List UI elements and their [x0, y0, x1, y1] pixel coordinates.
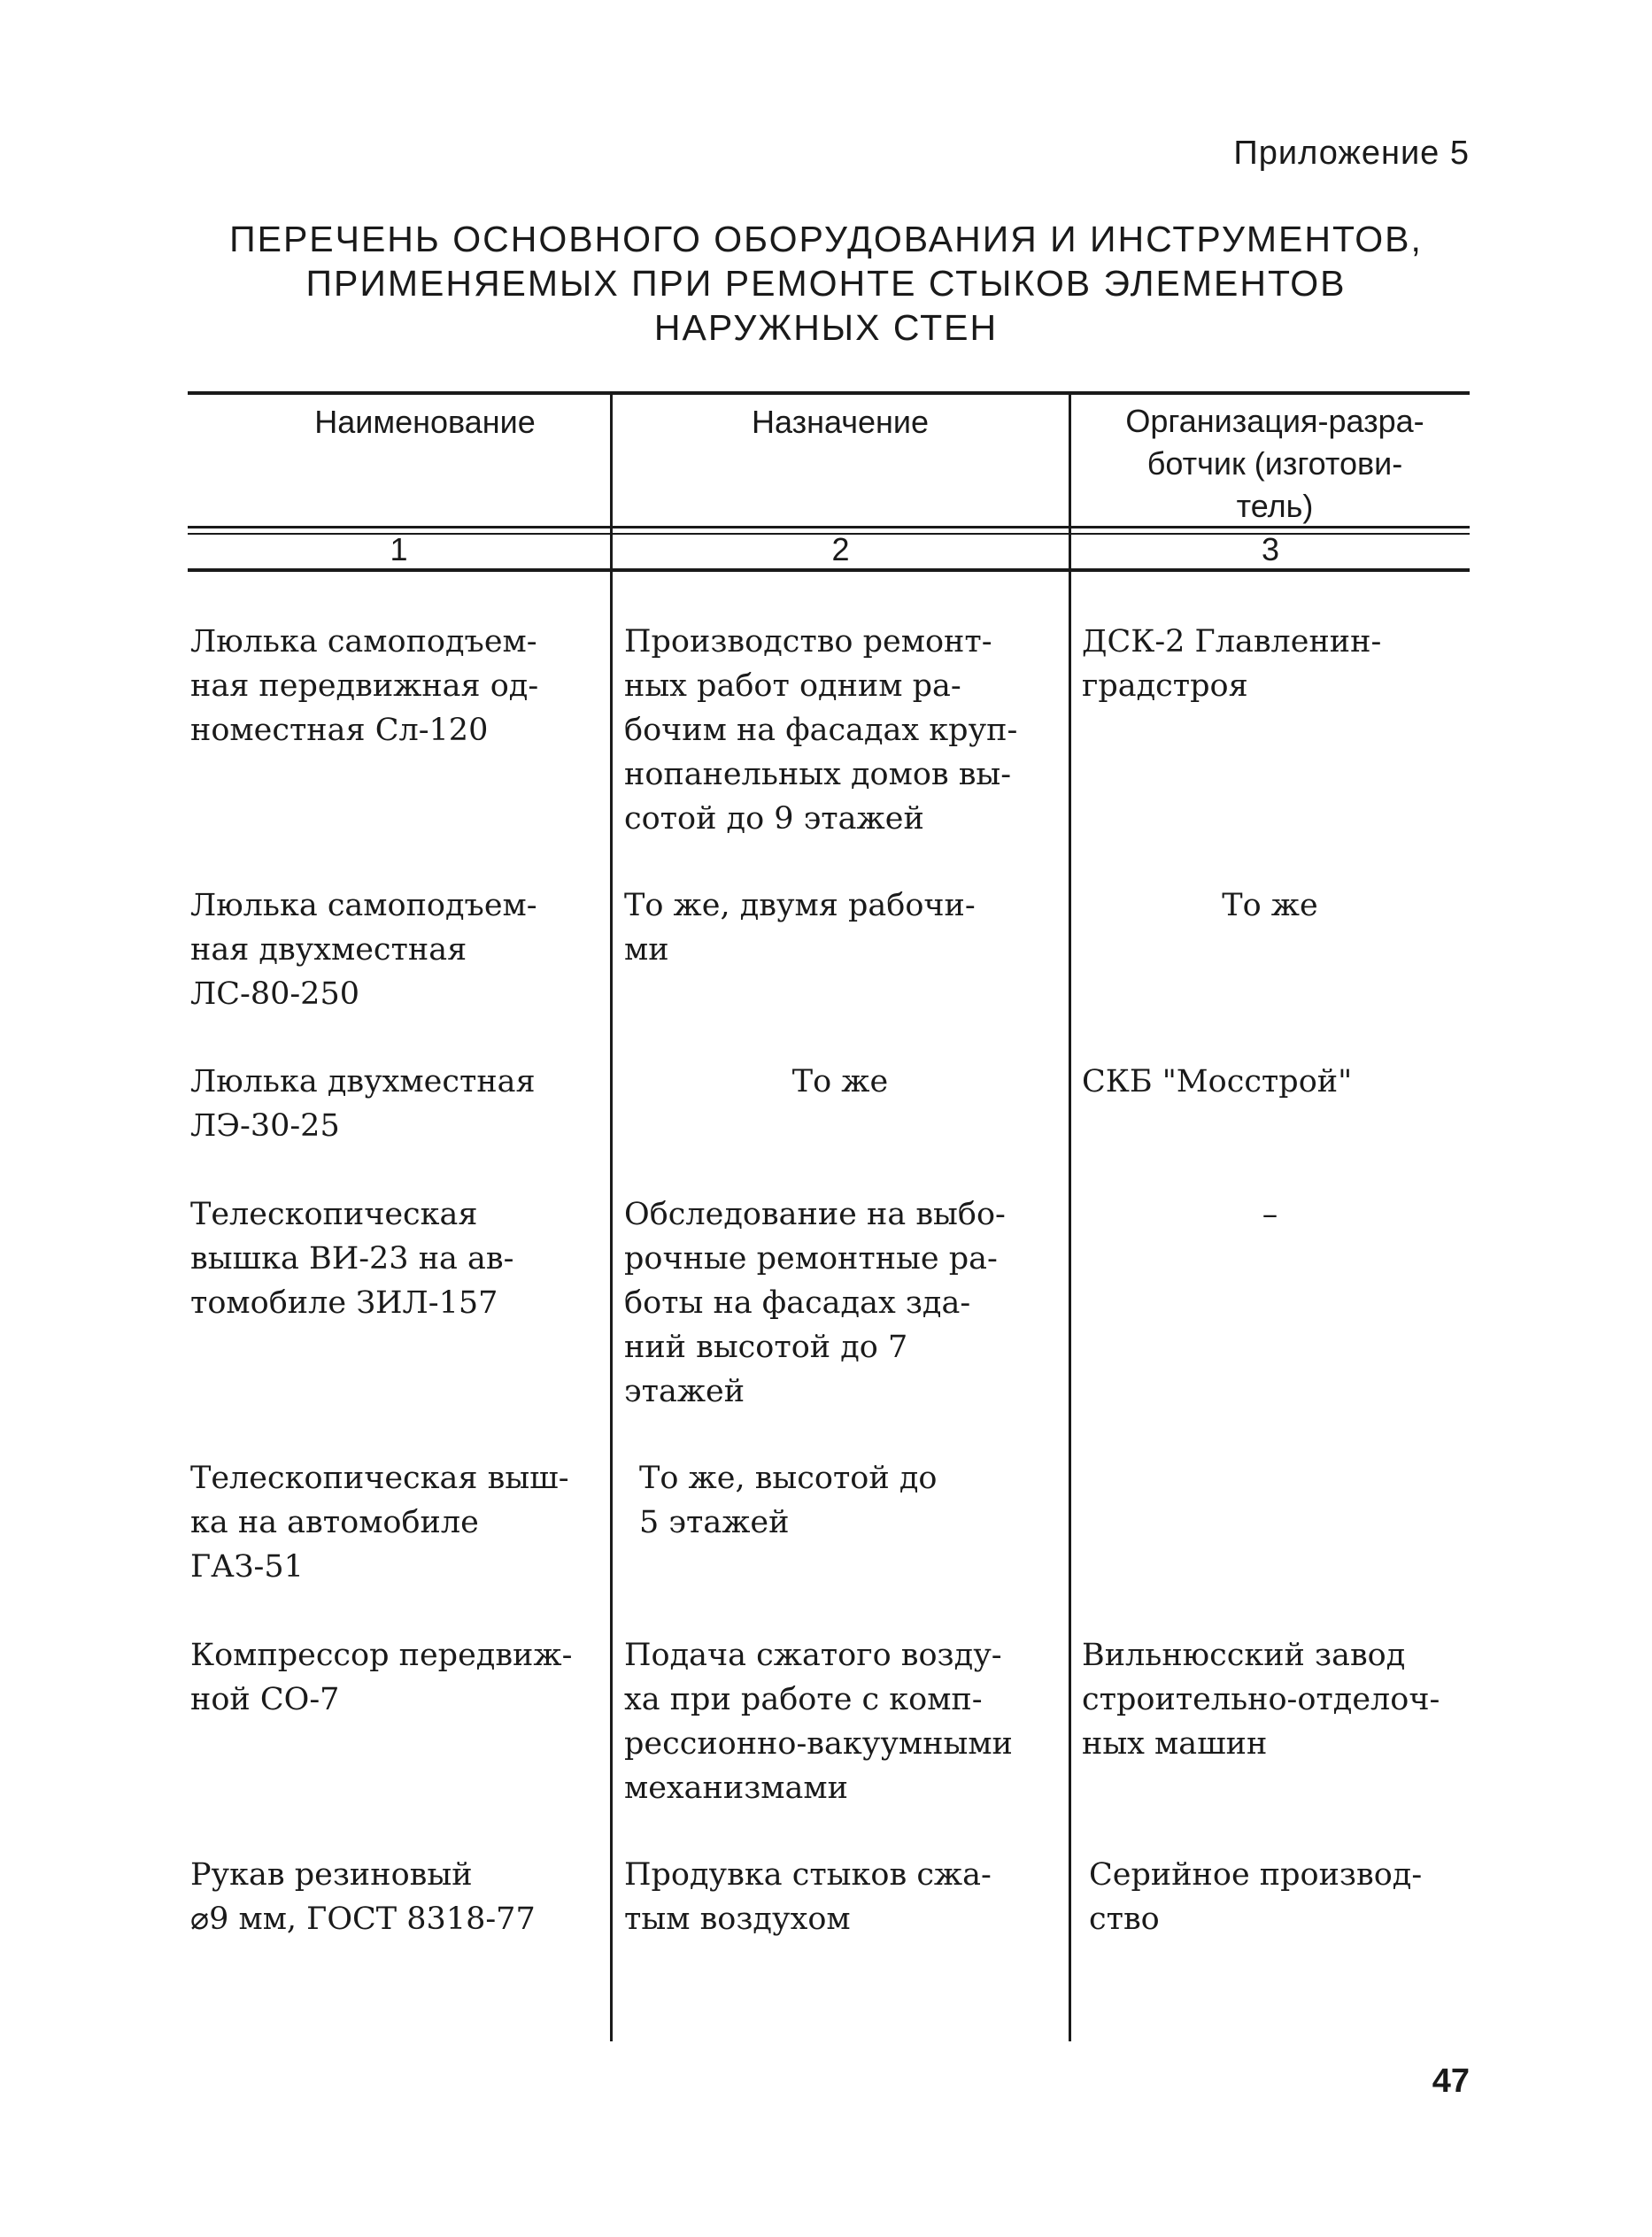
- table-cell-name: Телескопическая вышка ВИ-23 на ав- томобиле ЗИЛ-157: [190, 1197, 514, 1321]
- page-number: 47: [1432, 2063, 1470, 2100]
- table-cell-purpose: Производство ремонт- ных работ одним ра- бочим на фасадах круп- нопанельных домов вы- сотой до 9 этажей: [624, 624, 1018, 837]
- column-number: 3: [1261, 531, 1280, 567]
- column-number: 2: [831, 531, 850, 567]
- document-title: [133, 217, 1519, 350]
- header-purpose: Назначение: [751, 404, 930, 440]
- header-name: Наименование: [314, 404, 536, 440]
- table-cell-name: Компрессор передвиж- ной СО-7: [190, 1638, 573, 1717]
- table-top-rule: [188, 391, 1470, 395]
- table-cell-name: Люлька самоподъем- ная передвижная од- номестная Сл-120: [190, 624, 539, 748]
- column-divider: [610, 395, 613, 2041]
- table-cell-organization: Серийное производ- ство: [1089, 1857, 1423, 1937]
- numbers-bottom-rule: [188, 568, 1470, 572]
- column-divider: [1069, 395, 1071, 2041]
- header-organization: Организация-разра- ботчик (изготови- тель): [1125, 403, 1424, 524]
- table-cell-name: Рукав резиновый ⌀9 мм, ГОСТ 8318-77: [190, 1857, 536, 1937]
- table-cell-purpose: То же, двумя рабочи- ми: [624, 888, 976, 968]
- table-cell-purpose: То же, высотой до 5 этажей: [639, 1461, 938, 1540]
- table-cell-name: Люлька самоподъем- ная двухместная ЛС-80-250: [190, 888, 537, 1012]
- table-cell-name: Телескопическая выш- ка на автомобиле ГАЗ-51: [190, 1461, 569, 1585]
- table-cell-purpose: Подача сжатого возду- ха при работе с комп- рессионно-вакуумными механизмами: [624, 1638, 1013, 1806]
- title-line: ПРИМЕНЯЕМЫХ ПРИ РЕМОНТЕ СТЫКОВ ЭЛЕМЕНТОВ: [305, 263, 1347, 304]
- table-cell-organization: СКБ "Мосстрой": [1082, 1064, 1353, 1099]
- table-cell-purpose: Обследование на выбо- рочные ремонтные ра- боты на фасадах зда- ний высотой до 7 этажей: [624, 1197, 1006, 1409]
- column-number: 1: [390, 531, 408, 567]
- table-cell-organization: –: [1262, 1197, 1278, 1232]
- table-cell-purpose: То же: [791, 1064, 889, 1099]
- table-cell-organization: Вильнюсский завод строительно-отделоч- ных машин: [1082, 1638, 1440, 1762]
- table-cell-purpose: Продувка стыков сжа- тым воздухом: [624, 1857, 992, 1937]
- table-cell-name: Люлька двухместная ЛЭ-30-25: [190, 1064, 536, 1144]
- table-cell-organization: ДСК-2 Главленин- градстроя: [1082, 624, 1382, 704]
- title-line: ПЕРЕЧЕНЬ ОСНОВНОГО ОБОРУДОВАНИЯ И ИНСТРУМЕНТОВ,: [229, 219, 1423, 259]
- appendix-label: Приложение 5: [1233, 135, 1470, 172]
- table-cell-organization: То же: [1222, 888, 1318, 923]
- title-line: НАРУЖНЫХ СТЕН: [653, 307, 999, 348]
